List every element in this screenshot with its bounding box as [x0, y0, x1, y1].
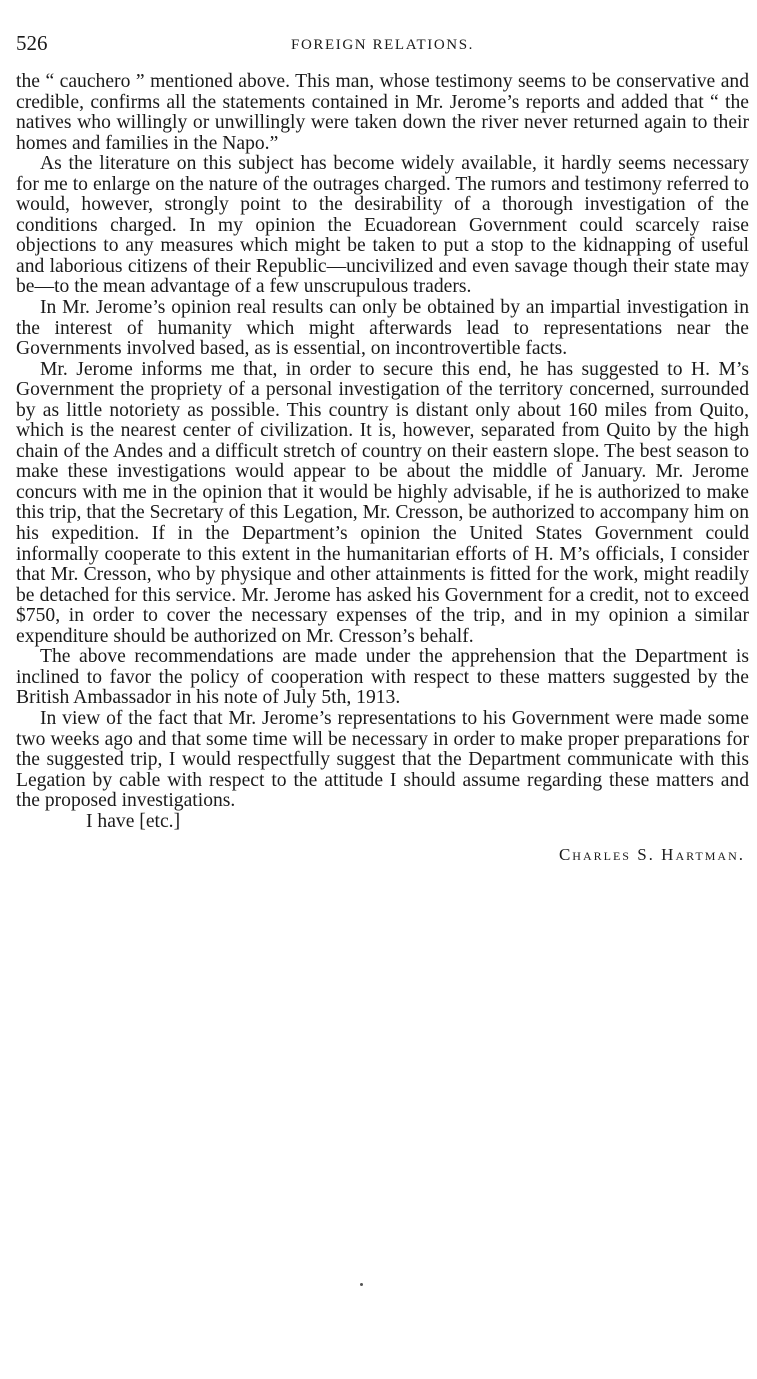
- paragraph-continuation: the “ cauchero ” mentioned above. This man, whose testimony seems to be conservative and credible, confirms all the statements contained in Mr. Jerome’s reports and added that “ the natives who willingly or unwillingly were taken down the river never returned again to their homes and families in the Napo.”: [16, 71, 749, 154]
- running-title: FOREIGN RELATIONS.: [291, 37, 474, 53]
- body-text: [16, 72, 749, 812]
- signature: Charles S. Hartman.: [558, 845, 745, 865]
- page-number: 526: [16, 31, 48, 55]
- paragraph-recommendations: The above recommendations are made under the apprehension that the Department is inclined to favor the policy of cooperation with respect to these matters suggested by the British Ambassador in his note of July 5th, 1913.: [16, 646, 749, 709]
- paragraph-investigation: In Mr. Jerome’s opinion real results can only be obtained by an impartial investigation in the interest of humanity which might afterwards lead to representations near the Governments involved based, as is essential, on incontrovertible facts.: [16, 297, 749, 360]
- document-page: [16, 28, 749, 866]
- running-head: [16, 28, 749, 58]
- paragraph-expedition: Mr. Jerome informs me that, in order to secure this end, he has suggested to H. M’s Government the propriety of a personal investigation of the territory concerned, surrounded by as little notoriety as possible. This country is distant only about 160 miles from Quito, which is the nearest center of civilization. It is, however, separated from Quito by the high chain of the Andes and a difficult stretch of country on their eastern slope. The best season to make these investigations would appear to be about the middle of January. Mr. Jerome concurs with me in the opinion that it would be highly advisable, if he is authorized to make this trip, that the Secretary of this Legation, Mr. Cresson, be authorized to accompany him on his expedition. If in the Department’s opinion the United States Government could informally cooperate to this extent in the humanitarian efforts of H. M’s officials, I consider that Mr. Cresson, who by physique and other attainments is fitted for the work, might readily be detached for this service. Mr. Jerome has asked his Government for a credit, not to exceed $750, in order to cover the necessary expenses of the trip, and in my opinion a similar expenditure should be authorized on Mr. Cresson’s behalf.: [16, 358, 749, 647]
- closing-line: I have [etc.]: [86, 810, 181, 832]
- paragraph-request: In view of the fact that Mr. Jerome’s representations to his Government were made some two weeks ago and that some time will be necessary in order to make proper preparations for the suggested trip, I would respectfully suggest that the Department communicate with this Legation by cable with respect to the attitude I should assume regarding these matters and the proposed investigations.: [16, 707, 749, 812]
- stray-mark: [360, 1283, 363, 1286]
- paragraph-literature: As the literature on this subject has become widely available, it hardly seems necessary for me to enlarge on the nature of the outrages charged. The rumors and testimony referred to would, however, strongly point to the desirability of a thorough investigation of the conditions charged. In my opinion the Ecuadorean Government could scarcely raise objections to any measures which might be taken to put a stop to the kidnapping of useful and laborious citizens of their Republic—uncivilized and even savage though their state may be—to the mean advantage of a few unscrupulous traders.: [16, 153, 749, 298]
